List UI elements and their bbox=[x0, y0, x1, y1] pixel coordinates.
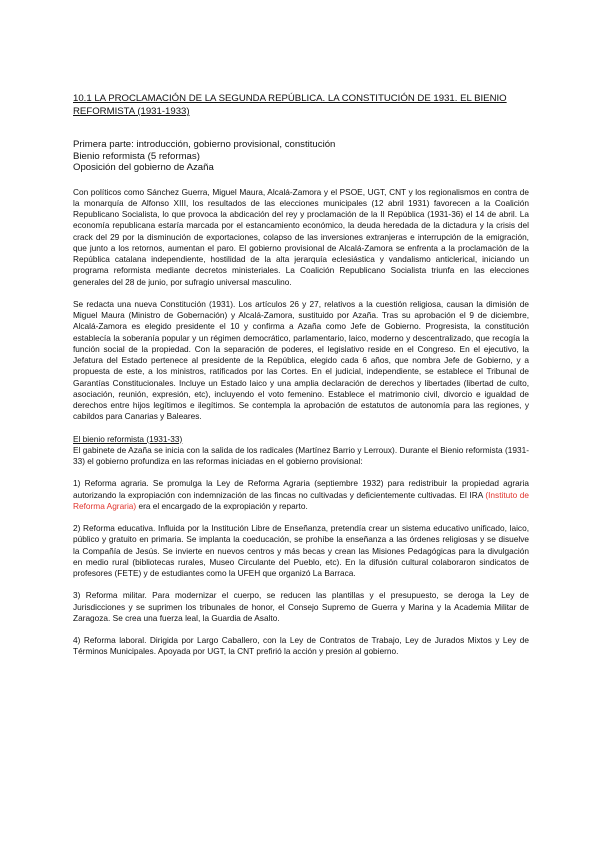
document-title: 10.1 LA PROCLAMACIÓN DE LA SEGUNDA REPÚBLICA. LA CONSTITUCIÓN DE 1931. EL BIENIO REFORMISTA (1931-1933) bbox=[73, 93, 507, 117]
paragraph-constitution: Se redacta una nueva Constitución (1931). Los artículos 26 y 27, relativos a la cuestión religiosa, causan la dimisión de Miguel Maura (Ministro de Gobernación) y Alcalá-Zamora, sustituido por Azaña. Tras su aprobación el 9 de diciembre, Alcalá-Zamora es elegido presidente el 10 y confirma a Azaña como Jefe de Gobierno. Progresista, la constitución establecía la soberanía popular y un régimen democrático, parlamentario, laico, moderno y descentralizado, que recogía la función social de la propiedad. Con la separación de poderes, el legislativo reside en el Congreso. En el ejecutivo, la Jefatura del Estado pertenece al presidente de la República, elegido cada 6 años, que nombra Jefe de Gobierno, y a propuesta de este, a los ministros, ratificados por las Cortes. En el judicial, independiente, se establece el Tribunal de Garantías Constitucionales. Incluye un Estado laico y una amplia declaración de derechos y libertades (libertad de culto, asociación, reunión, expresión, etc), incluyendo el voto femenino. Establece el matrimonio civil, divorcio e igualdad de derechos entre hijos legítimos e ilegítimos. Se contempla la aprobación de estatutos de autonomía para las regiones, y cabildos para Canarias y Baleares. bbox=[73, 298, 529, 422]
outline-item: Primera parte: introducción, gobierno provisional, constitución bbox=[73, 139, 336, 150]
section-heading-bienio: El bienio reformista (1931-33) bbox=[73, 433, 183, 444]
paragraph-reform-agraria bbox=[73, 478, 529, 512]
outline-list bbox=[73, 139, 529, 174]
document-page bbox=[73, 92, 529, 669]
paragraph-reform-educativa: 2) Reforma educativa. Influida por la Institución Libre de Enseñanza, pretendía crear un sistema educativo unificado, laico, público y gratuito en primaria. Se implanta la coeducación, se prohíbe la enseñanza a las órdenes religiosas y se disuelve la Compañía de Jesús. Se invierte en nuevos centros y más becas y crean las Misiones Pedagógicas para la divulgación en medio rural (bibliotecas rurales, Museo Circulante del Pueblo, etc). En la difusión cultural colaboraron sindicatos de profesores (FETE) y de estudiantes como la UFEH que organizó La Barraca. bbox=[73, 523, 529, 578]
paragraph-introduction: Con políticos como Sánchez Guerra, Miguel Maura, Alcalá-Zamora y el PSOE, UGT, CNT y los regionalismos en contra de la monarquía de Alfonso XIII, los resultados de las elecciones municipales (12 abril 1931) favorecen a la Coalición Republicano Socialista, lo que provoca la abdicación del rey y proclamación de la II República (1931-36) el 14 de abril. La economía republicana estaría marcada por el estancamiento económico, la deuda heredada de la dictadura y la crisis del crack del 29 por la disminución de exportaciones, colapso de las inversiones extranjeras e interrupción de la emigración, que junto a los retornos, aumentan el paro. El gobierno provisional de Alcalá-Zamora se enfrenta a la proclamación de la República catalana independiente, hostilidad de la alta jerarquía eclesiástica y vandalismo anticlerical, iniciando un programa reformista mediante decretos ministeriales. La Coalición Republicano Socialista triunfa en las elecciones generales del 28 de junio, por sufragio universal masculino. bbox=[73, 186, 529, 287]
reform-agraria-text: 1) Reforma agraria. Se promulga la Ley de Reforma Agraria (septiembre 1932) para redistribuir la propiedad agraria autorizando la expropiación con indemnización de las fincas no cultivadas y deficientemente cultivadas. El IRA bbox=[73, 478, 529, 500]
paragraph-reform-laboral: 4) Reforma laboral. Dirigida por Largo Caballero, con la Ley de Contratos de Trabajo, Ley de Jurados Mixtos y Ley de Términos Municipales. Apoyada por UGT, la CNT prefirió la acción y presión al gobierno. bbox=[73, 635, 529, 657]
paragraph-reform-militar: 3) Reforma militar. Para modernizar el cuerpo, se reducen las plantillas y el presupuesto, se deroga la Ley de Jurisdicciones y se suprimen los tribunales de honor, el Consejo Supremo de Guerra y Marina y la Academia Militar de Zaragoza. Se crea una fuerza leal, la Guardia de Asalto. bbox=[73, 590, 529, 623]
reform-agraria-text-end: era el encargado de la expropiación y reparto. bbox=[136, 500, 308, 511]
outline-item: Oposición del gobierno de Azaña bbox=[73, 162, 214, 173]
ira-highlight: (Instituto de Reforma Agraria) bbox=[73, 489, 529, 511]
outline-item: Bienio reformista (5 reformas) bbox=[73, 150, 200, 162]
paragraph-bienio-intro: El gabinete de Azaña se inicia con la salida de los radicales (Martínez Barrio y Lerroux). Durante el Bienio reformista (1931-33) el gobierno profundiza en las reformas iniciadas en el gobierno provisional: bbox=[73, 444, 529, 466]
